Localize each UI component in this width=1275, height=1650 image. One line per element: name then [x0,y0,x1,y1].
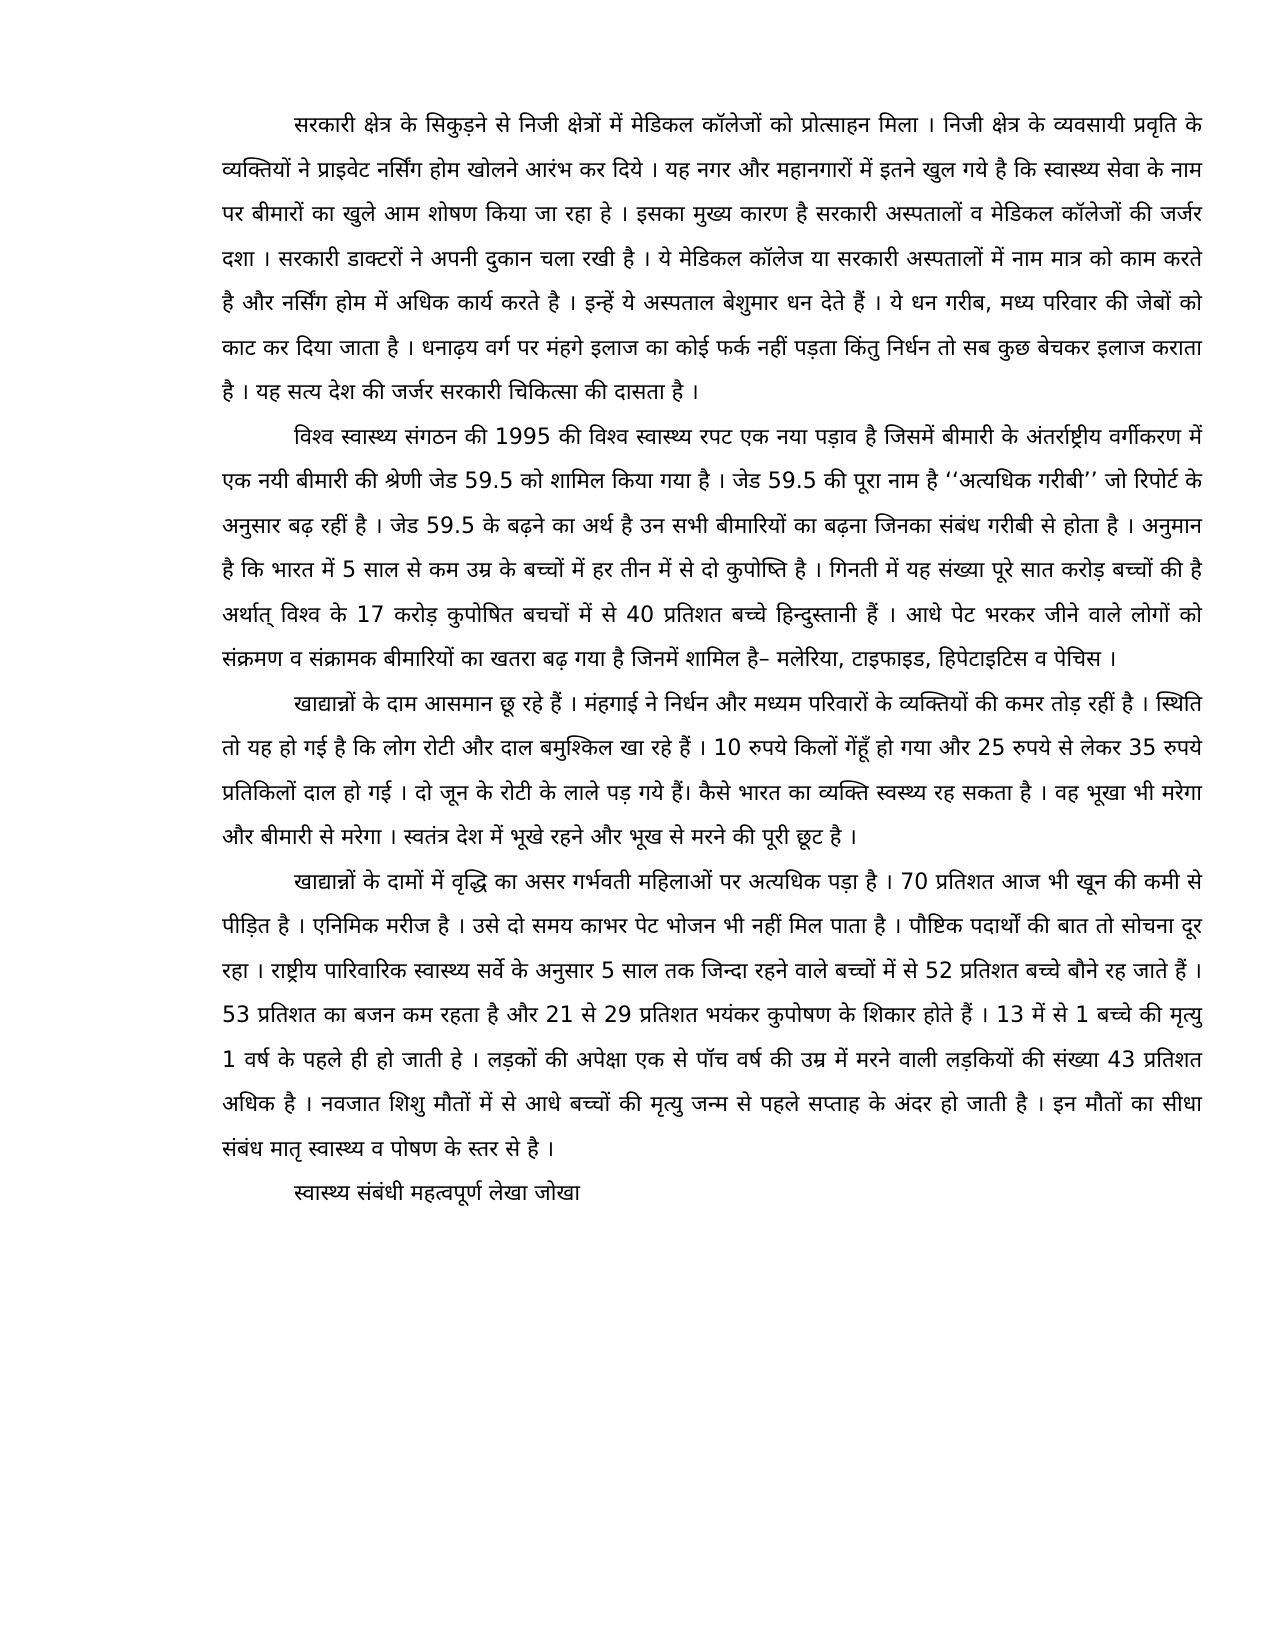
body-text [222,104,1202,1217]
section-subheading: स्वास्थ्य संबंधी महत्वपूर्ण लेखा जोखा [294,1181,581,1206]
paragraph-food-prices: खाद्यान्नों के दाम आसमान छू रहे हैं । मंहगाई ने निर्धन और मध्यम परिवारों के व्यक्तियों की कमर तोड़ रहीं है । स्थिति तो यह हो गई है कि लोग रोटी और दाल बमुश्किल खा रहे हैं । 10 रुपये किलों गेंहूँ हो गया और 25 रुपये से लेकर 35 रुपये प्रतिकिलों दाल हो गई । दो जून के रोटी के लाले पड़ गये हैं। कैसे भारत का व्यक्ति स्वस्थ्य रह सकता है । वह भूखा भी मरेगा और बीमारी से मरेगा । स्वतंत्र देश में भूखे रहने और भूख से मरने की पूरी छूट है । [222,691,1202,850]
paragraph-private-healthcare: सरकारी क्षेत्र के सिकुड़ने से निजी क्षेत्रों में मेडिकल कॉलेजों को प्रोत्साहन मिला । निजी क्षेत्र के व्यवसायी प्रवृति के व्यक्तियों ने प्राइवेट नर्सिंग होम खोलने आरंभ कर दिये । यह नगर और महानगारों में इतने खुल गये है कि स्वास्थ्य सेवा के नाम पर बीमारों का खुले आम शोषण किया जा रहा हे । इसका मुख्य कारण है सरकारी अस्पतालों व मेडिकल कॉलेजों की जर्जर दशा । सरकारी डाक्टरों ने अपनी दुकान चला रखी है । ये मेडिकल कॉलेज या सरकारी अस्पतालों में नाम मात्र को काम करते है और नर्सिंग होम में अधिक कार्य करते है । इन्हें ये अस्पताल बेशुमार धन देते हैं । ये धन गरीब, मध्य परिवार की जेबों को काट कर दिया जाता है । धनाढ़य वर्ग पर मंहगे इलाज का कोई फर्क नहीं पड़ता किंतु निर्धन तो सब कुछ बेचकर इलाज कराता है । यह सत्य देश की जर्जर सरकारी चिकित्सा की दासता है । [222,113,1202,405]
paragraph-who-report: विश्व स्वास्थ्य संगठन की 1995 की विश्व स्वास्थ्य रपट एक नया पड़ाव है जिसमें बीमारी के अंतर्राष्ट्रीय वर्गीकरण में एक नयी बीमारी की श्रेणी जेड 59.5 को शामिल किया गया है । जेड 59.5 की पूरा नाम है ‘‘अत्यधिक गरीबी’’ जो रिपोर्ट के अनुसार बढ़ रहीं है । जेड 59.5 के बढ़ने का अर्थ है उन सभी बीमारियों का बढ़ना जिनका संबंध गरीबी से होता है । अनुमान है कि भारत में 5 साल से कम उम्र के बच्चों में हर तीन में से दो कुपोष्ति है । गिनती में यह संख्या पूरे सात करोड़ बच्चों की है अर्थात् विश्व के 17 करोड़ कुपोषित बचचों में से 40 प्रतिशत बच्चे हिन्दुस्तानी हैं । आधे पेट भरकर जीने वाले लोगों को संक्रमण व संक्रामक बीमारियों का खतरा बढ़ गया है जिनमें शामिल है– मलेरिया, टाइफाइड, हिपेटाइटिस व पेचिस । [222,424,1202,672]
paragraph-maternal-health: खाद्यान्नों के दामों में वृद्धि का असर गर्भवती महिलाओं पर अत्यधिक पड़ा है । 70 प्रतिशत आज भी खून की कमी से पीड़ित है । एनिमिक मरीज है । उसे दो समय काभर पेट भोजन भी नहीं मिल पाता है । पौष्टिक पदार्थों की बात तो सोचना दूर रहा । राष्ट्रीय पारिवारिक स्वास्थ्य सर्वे के अनुसार 5 साल तक जिन्दा रहने वाले बच्चों में से 52 प्रतिशत बच्चे बौने रह जाते हैं । 53 प्रतिशत का बजन कम रहता है और 21 से 29 प्रतिशत भयंकर कुपोषण के शिकार होते हैं । 13 में से 1 बच्चे की मृत्यु 1 वर्ष के पहले ही हो जाती हे । लड़कों की अपेक्षा एक से पॉच वर्ष की उम्र में मरने वाली लड़कियों की संख्या 43 प्रतिशत अधिक है । नवजात शिशु मौतों में से आधे बच्चों की मृत्यु जन्म से पहले सप्ताह के अंदर हो जाती है । इन मौतों का सीधा संबंध मातृ स्वास्थ्य व पोषण के स्तर से है । [222,869,1202,1162]
